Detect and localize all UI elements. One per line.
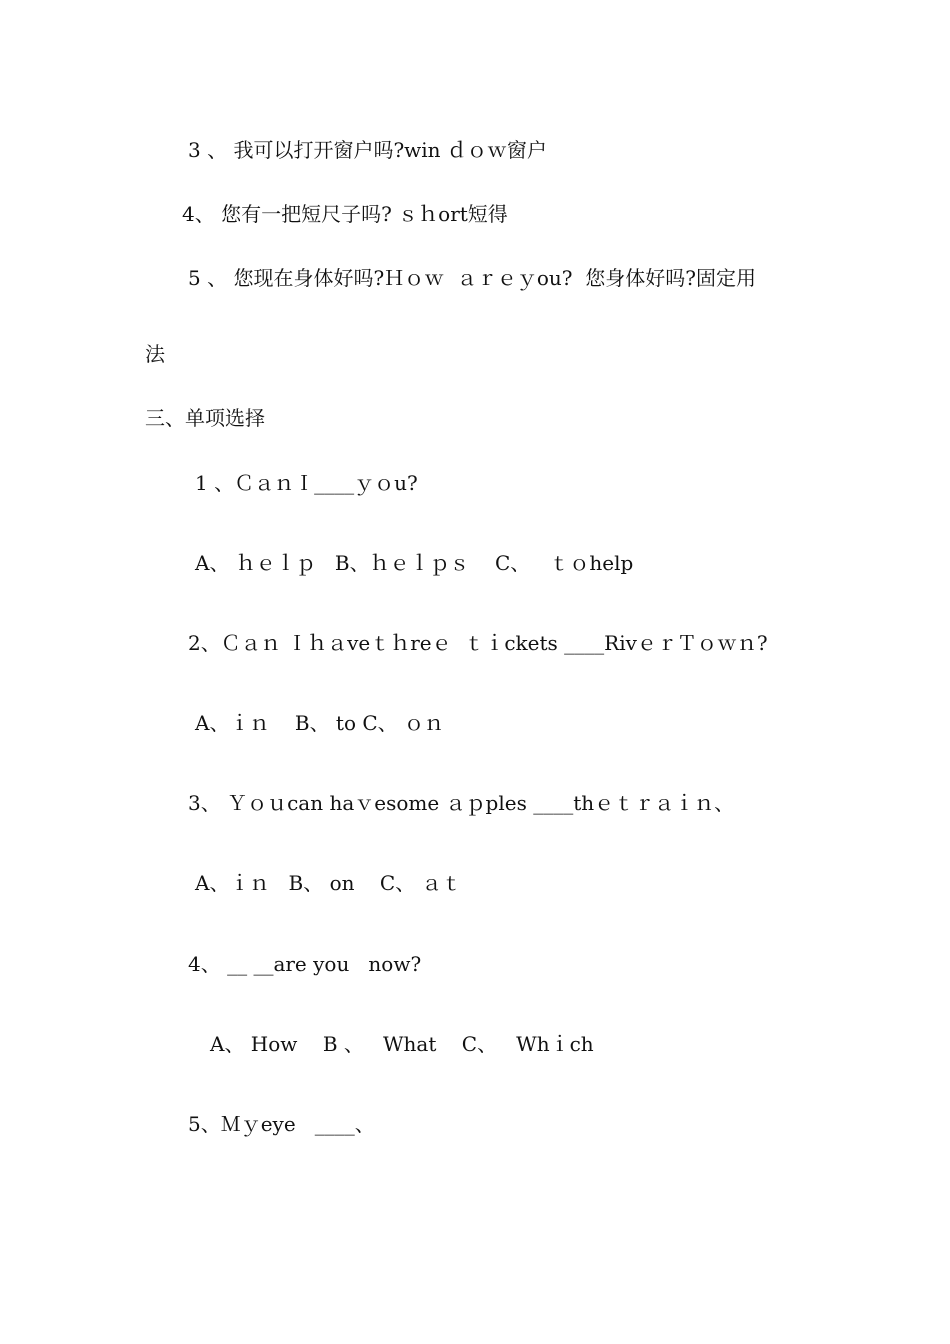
sentence-item-5-continued: 法	[145, 342, 165, 366]
question-3-options: A、ｉｎ B、 on C、 ａｔ	[195, 871, 462, 895]
question-5: 5、Ｍｙeye ____、	[188, 1112, 375, 1136]
question-2-options: A、ｉｎ B、 to C、 ｏｎ	[195, 711, 445, 735]
sentence-item-3: 3 、 我可以打开窗户吗?win ｄｏｗ窗户	[188, 138, 547, 162]
question-2: 2、Ｃａｎ Ｉｈａveｔｈreｅ ｔｉckets ____RivｅｒＴｏｗｎ?	[188, 631, 768, 655]
sentence-item-4: 4、 您有一把短尺子吗? ｓｈort短得	[182, 202, 508, 226]
question-1: 1 、ＣａｎＩ____ｙｏu?	[195, 471, 418, 495]
question-3: 3、 Ｙｏｕcan haｖesome ａｐples ____thｅｔｒａｉｎ、	[188, 791, 735, 815]
question-4: 4、 __ __are you now?	[188, 952, 422, 976]
sentence-item-5: 5 、 您现在身体好吗?Ｈｏｗ ａｒｅｙou? 您身体好吗?固定用	[188, 266, 756, 290]
question-1-options: A、 ｈｅｌｐ B、ｈｅｌｐｓ C、 ｔｏhelp	[195, 551, 634, 575]
section-heading: 三、单项选择	[145, 406, 265, 430]
question-4-options: A、 How B 、 What C、 Whｉch	[210, 1032, 594, 1056]
